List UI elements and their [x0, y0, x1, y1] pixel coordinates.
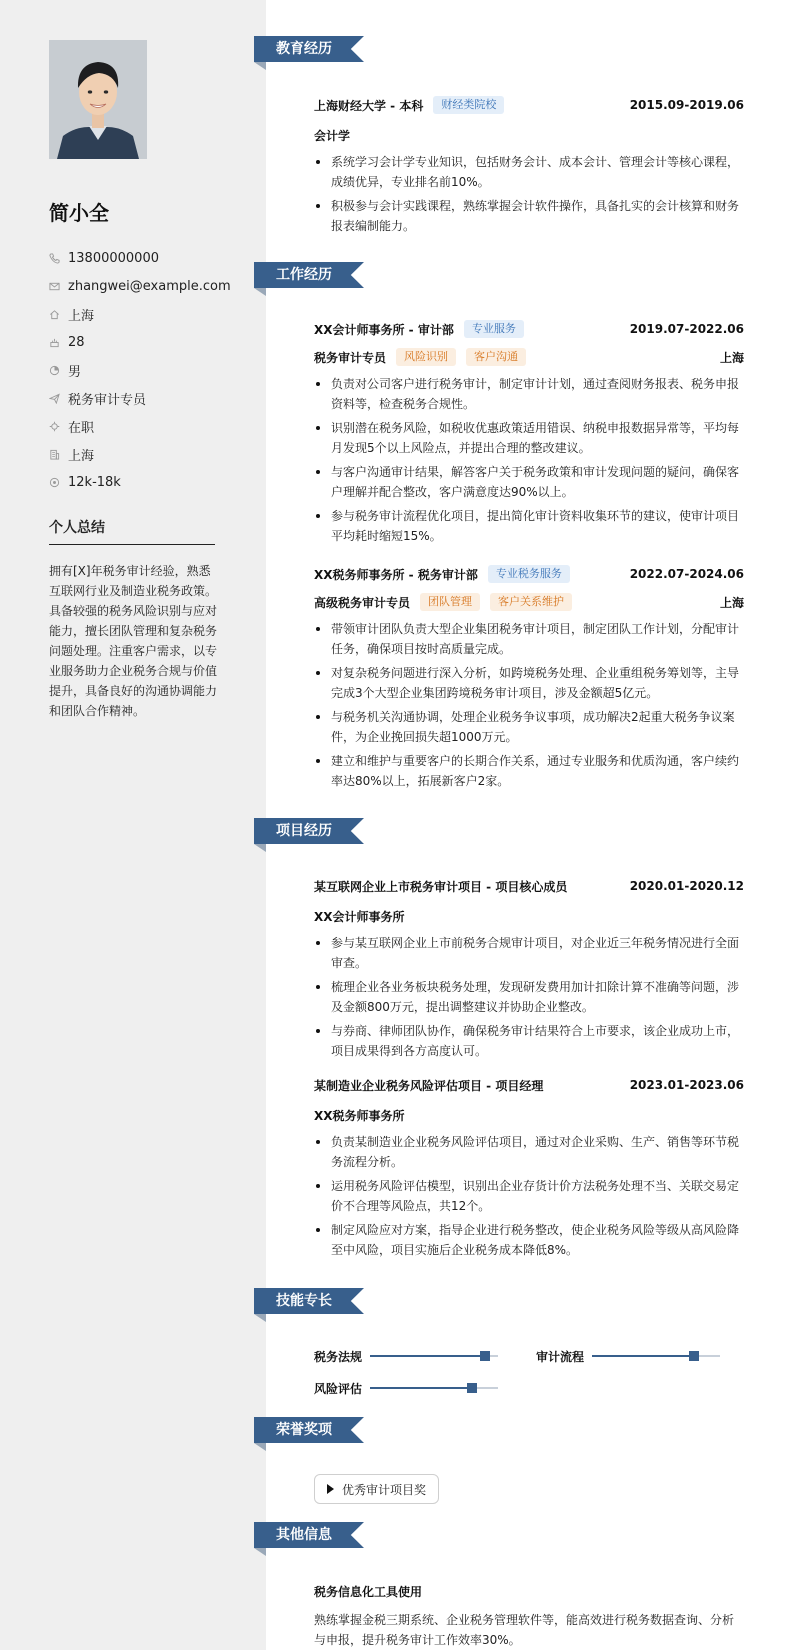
info-email-text: zhangwei@example.com	[68, 278, 231, 294]
summary-text: 拥有[X]年税务审计经验，熟悉互联网行业及制造业税务政策。具备较强的税务风险识别与应对能力，擅长团队管理和复杂税务问题处理。注重客户需求，以专业服务助力企业税务合规与价值提升，具备良好的沟通协调能力和团队合作精神。	[49, 564, 218, 718]
skill-tag: 风险识别	[396, 348, 456, 366]
contact-info-list	[49, 244, 239, 496]
section-title: 其他信息	[276, 1527, 332, 1543]
info-age-text: 28	[68, 334, 85, 350]
play-icon	[327, 1484, 334, 1494]
project-date: 2020.01-2020.12	[629, 879, 744, 893]
project-entry-2	[314, 1074, 744, 1264]
award-label: 优秀审计项目奖	[342, 1482, 427, 1497]
list-item: 识别潜在税务风险，如税收优惠政策适用错误、纳税申报数据异常等，平均每月发现5个以上风险点，并提出合理的整改建议。	[314, 418, 744, 458]
school-tag: 财经类院校	[433, 96, 504, 114]
sidebar	[0, 0, 266, 1650]
info-city-text: 上海	[68, 448, 95, 464]
job-role: 高级税务审计专员	[314, 595, 411, 610]
work-date: 2019.07-2022.06	[629, 322, 744, 336]
list-item: 参与税务审计流程优化项目，提出简化审计资料收集环节的建议，使审计项目平均耗时缩短15%。	[314, 506, 744, 546]
work-entry-1	[314, 318, 744, 550]
award-badge	[314, 1474, 439, 1504]
work-bullets	[314, 374, 744, 546]
list-item: 积极参与会计实践课程，熟练掌握会计软件操作，具备扎实的会计核算和财务报表编制能力。	[314, 196, 744, 236]
list-item: 制定风险应对方案，指导企业进行税务整改，使企业税务风险等级从高风险降至中风险，项目实施后企业税务成本降低8%。	[314, 1220, 744, 1260]
info-position-text: 税务审计专员	[68, 392, 147, 408]
mail-icon	[49, 279, 68, 293]
list-item: 参与某互联网企业上市前税务合规审计项目，对企业近三年税务情况进行全面审查。	[314, 933, 744, 973]
list-item: 负责某制造业企业税务风险评估项目，通过对企业采购、生产、销售等环节税务流程分析。	[314, 1132, 744, 1172]
summary-divider	[49, 544, 215, 545]
education-entry	[314, 94, 744, 240]
home-icon	[49, 307, 68, 321]
other-title: 税务信息化工具使用	[314, 1584, 423, 1599]
info-gender	[49, 356, 239, 384]
work-entry-2	[314, 563, 744, 795]
project-entry-1	[314, 875, 744, 1065]
info-position	[49, 384, 239, 412]
section-title: 教育经历	[276, 41, 332, 57]
section-header-skills	[254, 1288, 364, 1322]
info-age	[49, 328, 239, 356]
list-item: 对复杂税务问题进行深入分析，如跨境税务处理、企业重组税务筹划等，主导完成3个大型企业集团跨境税务审计项目，涉及金额超5亿元。	[314, 663, 744, 703]
section-title: 工作经历	[276, 267, 332, 283]
salary-icon	[49, 475, 68, 489]
skill-name: 风险评估	[314, 1381, 363, 1396]
skill-bar	[370, 1355, 498, 1357]
company-name: XX会计师事务所 - 审计部	[314, 322, 454, 337]
info-salary-text: 12k-18k	[68, 474, 121, 490]
other-text: 熟练掌握金税三期系统、企业税务管理软件等，能高效进行税务数据查询、分析与申报，提升税务审计工作效率30%。	[314, 1613, 735, 1647]
status-icon	[49, 419, 68, 433]
work-city: 上海	[719, 350, 744, 365]
phone-icon	[49, 251, 68, 265]
skill-item	[314, 1378, 498, 1398]
work-date: 2022.07-2024.06	[629, 567, 744, 581]
list-item: 系统学习会计学专业知识，包括财务会计、成本会计、管理会计等核心课程，成绩优异，专业排名前10%。	[314, 152, 744, 192]
age-icon	[49, 335, 68, 349]
skill-tag: 团队管理	[420, 593, 480, 611]
project-date: 2023.01-2023.06	[629, 1078, 744, 1092]
skill-item	[314, 1346, 498, 1366]
work-bullets	[314, 619, 744, 791]
section-header-honors	[254, 1417, 364, 1451]
skill-tag: 客户关系维护	[490, 593, 572, 611]
section-header-other	[254, 1522, 364, 1556]
skill-knob	[480, 1351, 490, 1361]
education-bullets	[314, 152, 744, 236]
project-title: 某制造业企业税务风险评估项目 - 项目经理	[314, 1078, 544, 1093]
job-role: 税务审计专员	[314, 350, 387, 365]
info-location	[49, 300, 239, 328]
list-item: 建立和维护与重要客户的长期合作关系，通过专业服务和优质沟通，客户续约率达80%以上，拓展新客户2家。	[314, 751, 744, 791]
project-title: 某互联网企业上市税务审计项目 - 项目核心成员	[314, 879, 568, 894]
section-title: 技能专长	[276, 1293, 332, 1309]
company-tag: 专业税务服务	[488, 565, 570, 583]
section-header-education	[254, 36, 364, 70]
project-org: XX税务师事务所	[314, 1108, 405, 1123]
avatar-illustration	[49, 40, 147, 159]
info-gender-text: 男	[68, 364, 82, 380]
gender-icon	[49, 363, 68, 377]
skill-knob	[689, 1351, 699, 1361]
section-header-project	[254, 818, 364, 852]
profile-photo	[49, 40, 147, 159]
info-email	[49, 272, 239, 300]
info-location-text: 上海	[68, 308, 95, 324]
skill-knob	[467, 1383, 477, 1393]
info-phone-text: 13800000000	[68, 250, 159, 266]
info-salary	[49, 468, 239, 496]
work-city: 上海	[719, 595, 744, 610]
skill-item	[536, 1346, 720, 1366]
section-title: 项目经历	[276, 823, 332, 839]
list-item: 与客户沟通审计结果，解答客户关于税务政策和审计发现问题的疑问，确保客户理解并配合整改，客户满意度达90%以上。	[314, 462, 744, 502]
skill-tag: 客户沟通	[466, 348, 526, 366]
list-item: 运用税务风险评估模型，识别出企业存货计价方法税务处理不当、关联交易定价不合理等风险点，共12个。	[314, 1176, 744, 1216]
section-header-work	[254, 262, 364, 296]
info-status-text: 在职	[68, 420, 95, 436]
list-item: 负责对公司客户进行税务审计，制定审计计划，通过查阅财务报表、税务申报资料等，检查税务合规性。	[314, 374, 744, 414]
skill-bar	[592, 1355, 720, 1357]
school-name: 上海财经大学 - 本科	[314, 98, 424, 113]
section-title: 荣誉奖项	[276, 1422, 332, 1438]
list-item: 与税务机关沟通协调，处理企业税务争议事项，成功解决2起重大税务争议案件，为企业挽回损失超1000万元。	[314, 707, 744, 747]
project-org: XX会计师事务所	[314, 909, 405, 924]
project-bullets	[314, 1132, 744, 1260]
company-name: XX税务师事务所 - 税务审计部	[314, 567, 478, 582]
send-icon	[49, 391, 68, 405]
candidate-name: 简小全	[49, 201, 109, 225]
list-item: 带领审计团队负责大型企业集团税务审计项目，制定团队工作计划，分配审计任务，确保项目按时高质量完成。	[314, 619, 744, 659]
skill-name: 审计流程	[536, 1349, 585, 1364]
info-phone	[49, 244, 239, 272]
list-item: 梳理企业各业务板块税务处理，发现研发费用加计扣除计算不准确等问题，涉及金额800万元，提出调整建议并协助企业整改。	[314, 977, 744, 1017]
skill-name: 税务法规	[314, 1349, 363, 1364]
building-icon	[49, 447, 68, 461]
summary-title: 个人总结	[49, 520, 105, 536]
other-entry	[314, 1580, 744, 1650]
info-city	[49, 440, 239, 468]
project-bullets	[314, 933, 744, 1061]
list-item: 与券商、律师团队协作，确保税务审计结果符合上市要求，该企业成功上市，项目成果得到各方高度认可。	[314, 1021, 744, 1061]
major: 会计学	[314, 128, 351, 143]
info-status	[49, 412, 239, 440]
company-tag: 专业服务	[464, 320, 524, 338]
education-date: 2015.09-2019.06	[629, 98, 744, 112]
skill-bar	[370, 1387, 498, 1389]
